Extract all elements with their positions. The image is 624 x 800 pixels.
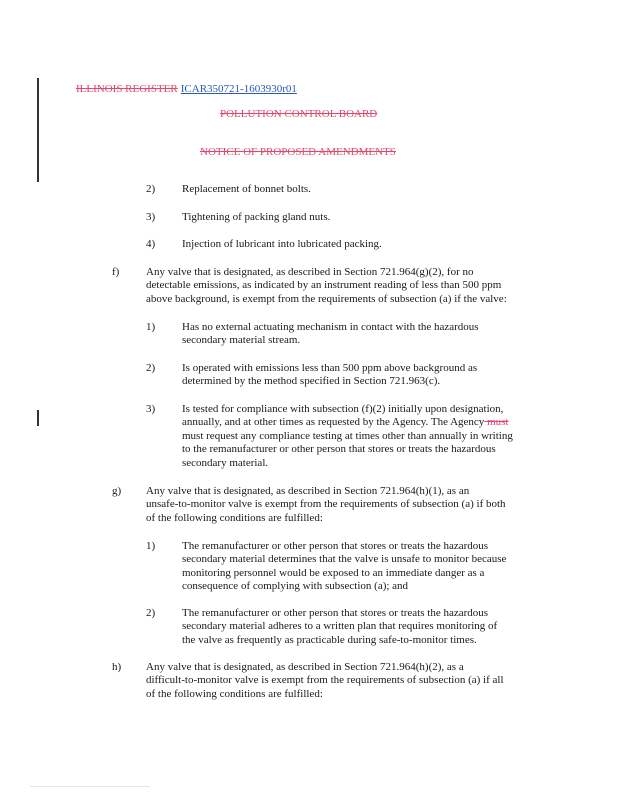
item-label: 2) [146, 183, 156, 195]
text-line: The remanufacturer or other person that stores or treats the hazardous [182, 540, 489, 552]
text-line: Any valve that is designated, as described in Section 721.964(h)(1), as an [146, 485, 470, 497]
subsection-label: f) [112, 266, 120, 278]
text-line: difficult-to-monitor valve is exempt from the requirements of subsection (a) if all [146, 674, 504, 687]
text-line: of the following conditions are fulfilled: [146, 687, 323, 700]
notice-title: NOTICE OF PROPOSED AMENDMENTS [200, 146, 396, 158]
text-line: Is tested for compliance with subsection (f)(2) initially upon designation, [182, 403, 504, 415]
item-label: 1) [146, 321, 156, 333]
text-line: Any valve that is designated, as described in Section 721.964(g)(2), for no [146, 266, 474, 278]
text-segment: annually, and at other times as requested by the Agency. The Agency [182, 416, 485, 429]
text-line: Has no external actuating mechanism in contact with the hazardous [182, 321, 479, 333]
text-line: Is operated with emissions less than 500 ppm above background as [182, 362, 478, 374]
text-line: above background, is exempt from the requirements of subsection (a) if the valve: [146, 292, 507, 305]
item-label: 2) [146, 607, 156, 619]
footer-divider [30, 786, 150, 787]
register-inserted-link[interactable]: ICAR350721-1603930r01 [180, 83, 297, 95]
item-label: 1) [146, 540, 156, 552]
register-deleted-text: ILLINOIS REGISTER [76, 83, 178, 95]
item-label: 3) [146, 211, 156, 223]
text-line: consequence of complying with subsection (a); and [182, 580, 409, 593]
item-f3-text [182, 403, 513, 470]
item-label: 3) [146, 403, 156, 415]
change-bar-top [37, 78, 39, 182]
item-f1-text [182, 321, 479, 348]
text-line [182, 416, 513, 429]
text-line: determined by the method specified in Section 721.963(c). [182, 375, 441, 388]
text-line: detectable emissions, as indicated by an instrument reading of less than 500 ppm [146, 279, 502, 292]
text-line: of the following conditions are fulfilled: [146, 511, 323, 524]
subsection-label: g) [112, 485, 122, 497]
text-line: monitoring personnel would be exposed to an immediate danger as a [182, 566, 485, 579]
text-line: Any valve that is designated, as described in Section 721.964(h)(2), as a [146, 661, 464, 673]
subsection-g-text [146, 485, 506, 525]
item-f2-text [182, 362, 477, 389]
text-line: secondary material determines that the valve is unsafe to monitor because [182, 553, 507, 566]
item-text: Replacement of bonnet bolts. [182, 183, 311, 195]
subsection-f-text [146, 266, 507, 306]
text-line: secondary material stream. [182, 334, 301, 347]
item-g2-text [182, 607, 497, 647]
text-line: the valve as frequently as practicable during safe-to-monitor times. [182, 633, 477, 646]
text-line: secondary material. [182, 456, 269, 469]
item-text: Tightening of packing gland nuts. [182, 211, 331, 223]
text-line: must request any compliance testing at times other than annually in writing [182, 429, 513, 442]
item-label: 4) [146, 238, 156, 250]
item-label: 2) [146, 362, 156, 374]
subsection-label: h) [112, 661, 122, 673]
board-title: POLLUTION CONTROL BOARD [220, 108, 378, 120]
deleted-word: must [484, 416, 509, 429]
subsection-h-text [146, 661, 504, 701]
item-text: Injection of lubricant into lubricated packing. [182, 238, 382, 250]
text-line: unsafe-to-monitor valve is exempt from the requirements of subsection (a) if both [146, 498, 506, 511]
register-header [76, 82, 297, 96]
change-bar-middle [37, 410, 39, 426]
text-line: The remanufacturer or other person that stores or treats the hazardous [182, 607, 489, 619]
text-line: to the remanufacturer or other person that stores or treats the hazardous [182, 443, 496, 456]
text-line: secondary material adheres to a written plan that requires monitoring of [182, 620, 498, 633]
item-g1-text [182, 540, 506, 594]
